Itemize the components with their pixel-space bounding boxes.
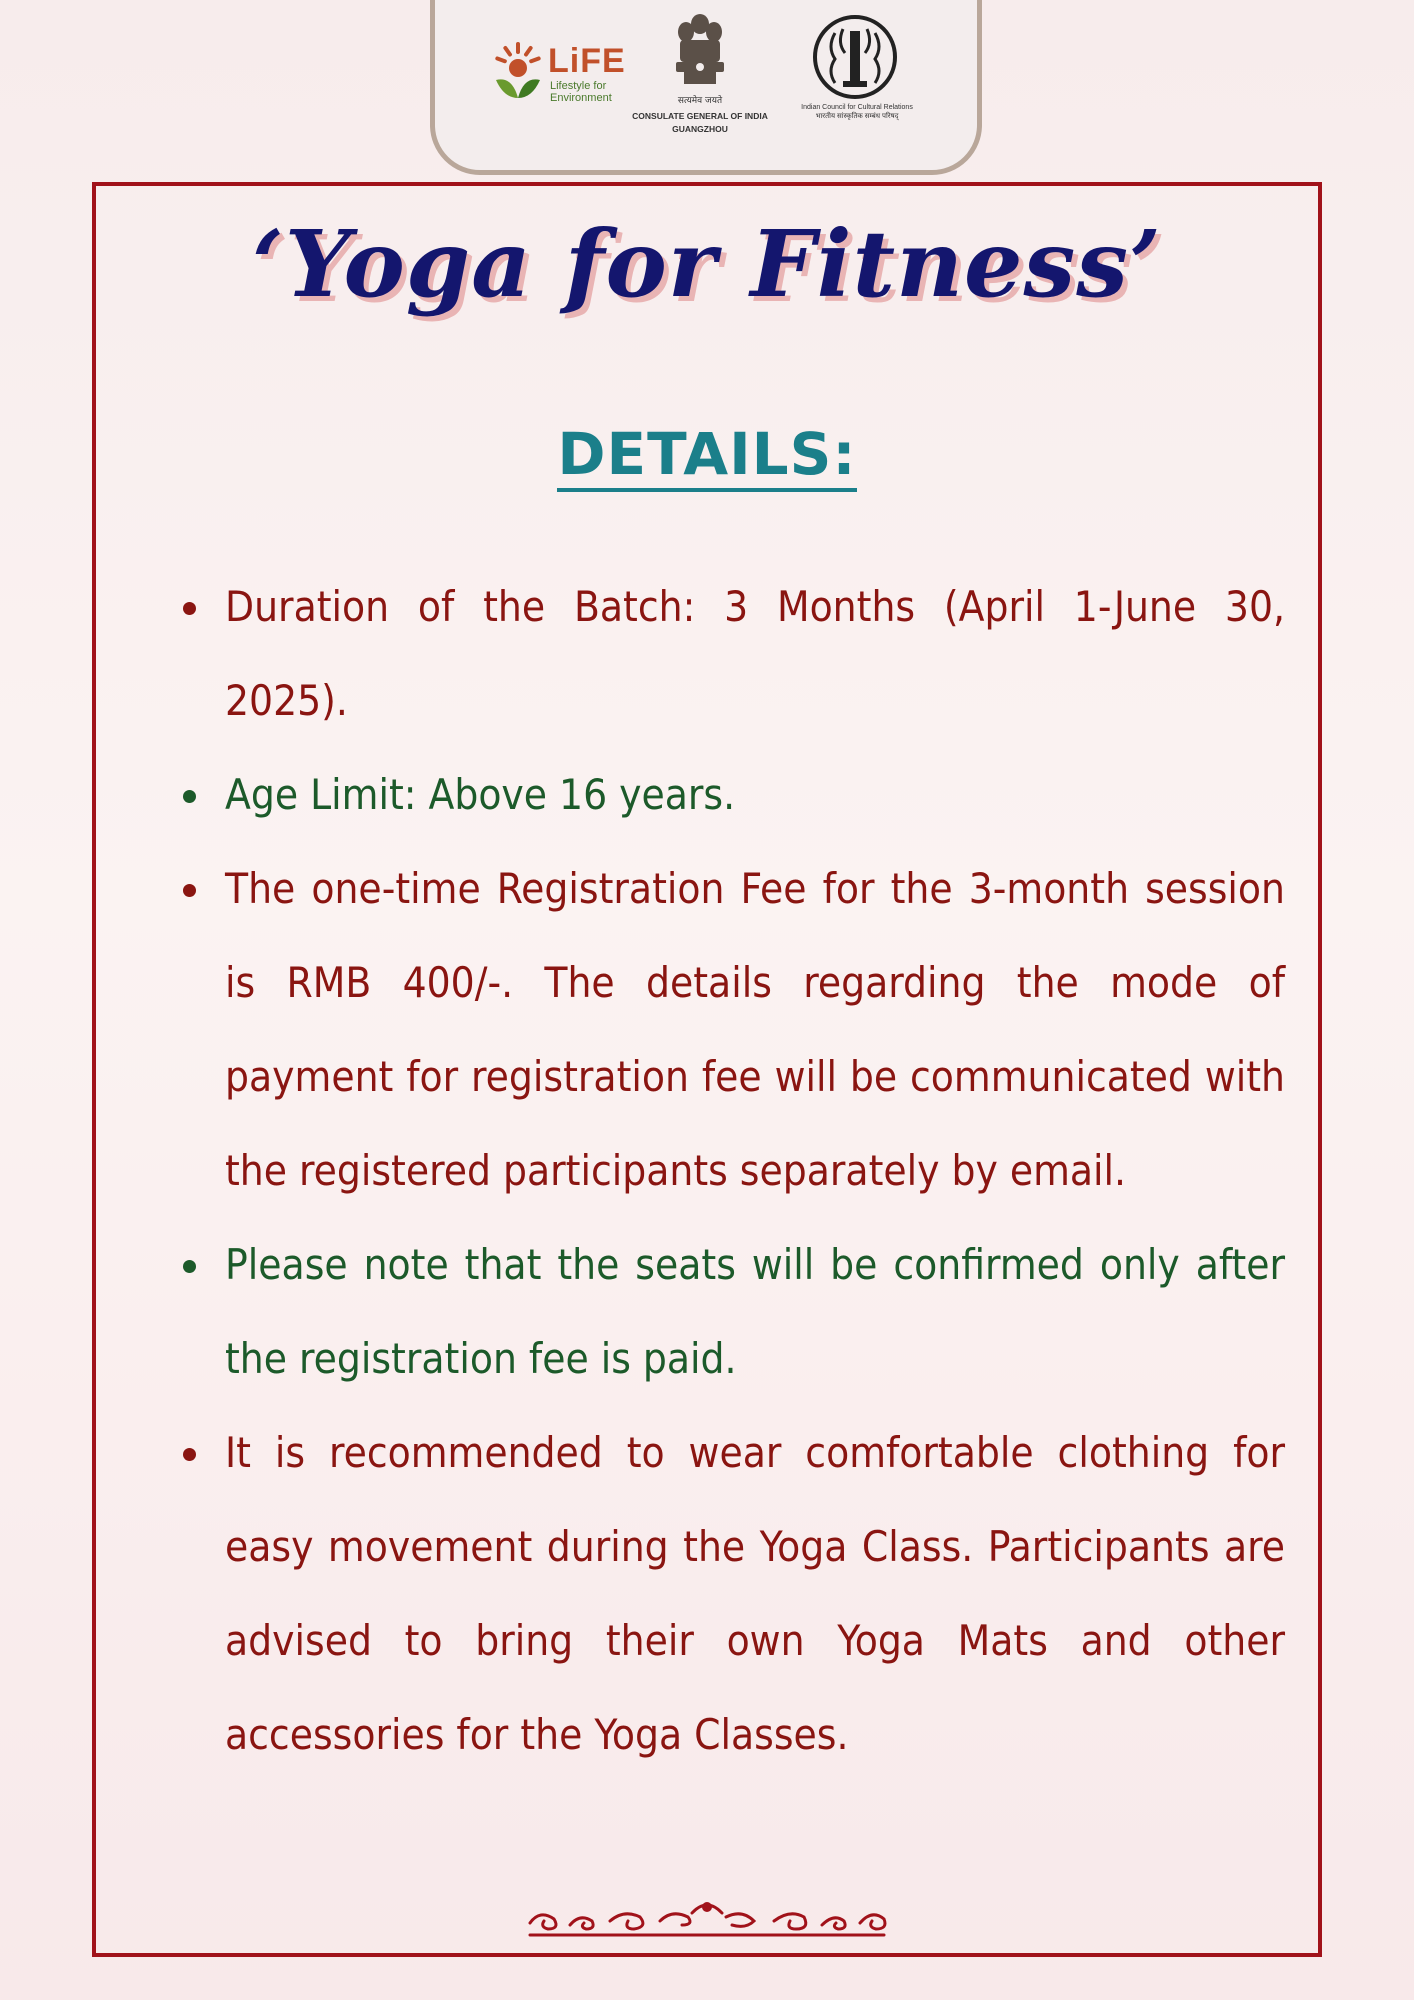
life-logo bbox=[490, 40, 640, 110]
emblem-motto: सत्यमेव जयते bbox=[677, 96, 723, 106]
iccr-logo-icon bbox=[805, 13, 905, 103]
consulate-line-1: CONSULATE GENERAL OF INDIA bbox=[632, 111, 768, 121]
iccr-line-1: Indian Council for Cultural Relations bbox=[801, 104, 913, 111]
details-heading-text: DETAILS: bbox=[557, 420, 856, 492]
page-title: ‘Yoga for Fitness’ bbox=[251, 210, 1163, 318]
life-logo-word: LiFE bbox=[548, 42, 626, 80]
iccr-line-2: भारतीय सांस्कृतिक सम्बंध परिषद् bbox=[815, 113, 899, 120]
decorative-flourish-icon bbox=[520, 1895, 894, 1945]
detail-item-seat-confirmation: Please note that the seats will be confirmed only after the registration fee is paid. bbox=[180, 1218, 1285, 1406]
national-emblem-icon bbox=[670, 10, 730, 90]
details-list bbox=[180, 560, 1285, 1782]
detail-item-age-limit: Age Limit: Above 16 years. bbox=[180, 748, 1285, 842]
life-logo-tagline: Lifestyle for Environment bbox=[550, 80, 612, 104]
header-logo-tab bbox=[430, 0, 982, 175]
consulate-line-2: GUANGZHOU bbox=[672, 124, 728, 134]
detail-item-duration: Duration of the Batch: 3 Months (April 1-June 30, 2025). bbox=[180, 560, 1285, 748]
detail-item-clothing-mats: It is recommended to wear comfortable clothing for easy movement during the Yoga Class. Participants are advised to bring their own Yoga Mats and other accessories for the Yoga Classes. bbox=[180, 1406, 1285, 1782]
life-sun-leaf-icon bbox=[490, 40, 546, 106]
consulate-name bbox=[615, 110, 785, 136]
iccr-name bbox=[797, 103, 917, 121]
details-heading bbox=[0, 420, 1414, 488]
detail-item-registration-fee: The one-time Registration Fee for the 3-month session is RMB 400/-. The details regarding the mode of payment for registration fee will be communicated with the registered participants separately by email. bbox=[180, 842, 1285, 1218]
